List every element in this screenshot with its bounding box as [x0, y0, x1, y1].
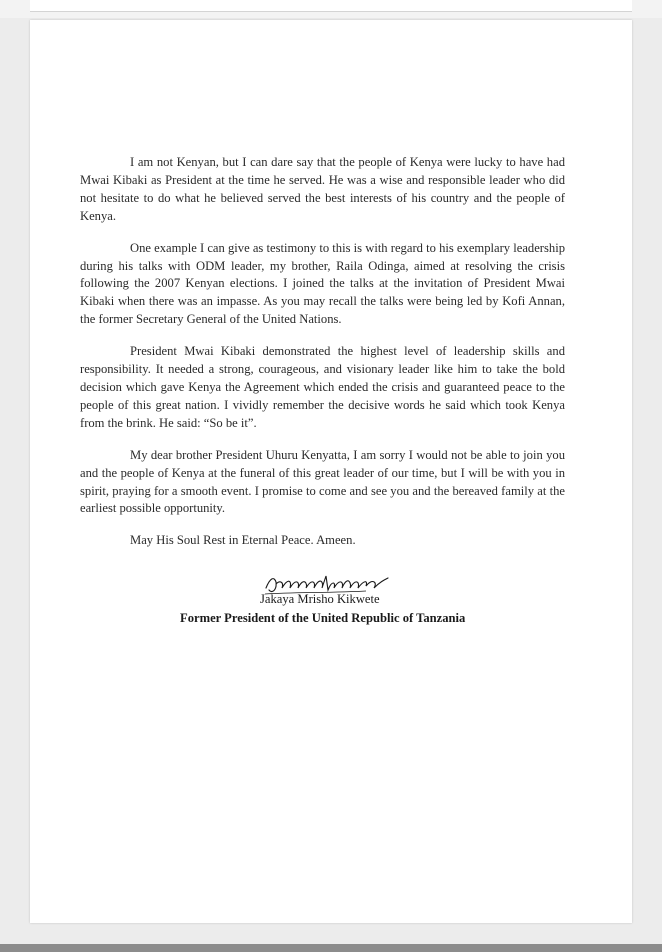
closing-line: May His Soul Rest in Eternal Peace. Ameen. [130, 533, 356, 548]
paragraph-1: I am not Kenyan, but I can dare say that the people of Kenya were lucky to have had Mwai Kibaki as President at the time he served. He was a wise and responsible leader who did not hesitate to do what he believed served the best interests of his country and the people of Kenya. [80, 155, 565, 223]
paragraph-2: One example I can give as testimony to this is with regard to his exemplary leadership during his talks with ODM leader, my brother, Raila Odinga, aimed at resolving the crisis following the 2007 Kenyan elections. I joined the talks at the invitation of President Mwai Kibaki when there was an impasse. As you may recall the talks were being led by Kofi Annan, the former Secretary General of the United Nations. [80, 240, 565, 327]
signatory-name: Jakaya Mrisho Kikwete [260, 592, 380, 606]
viewer-bottom-bar [0, 944, 662, 952]
previous-page-edge [30, 0, 632, 12]
paragraph-3: President Mwai Kibaki demonstrated the highest level of leadership skills and responsibility. It needed a strong, courageous, and visionary leader like him to take the bold decision which gave Kenya the Agreement which ended the crisis and guaranteed peace to the people of this great nation. I vividly remember the decisive words he said which took Kenya from the brink. He said: “So be it”. [80, 344, 565, 430]
letter-body [80, 154, 565, 564]
previous-page-strip [0, 0, 662, 18]
signatory-title: Former President of the United Republic of Tanzania [180, 611, 466, 625]
paragraph-4: My dear brother President Uhuru Kenyatta, I am sorry I would not be able to join you and the people of Kenya at the funeral of this great leader of our time, but I will be with you in spirit, praying for a smooth event. I promise to come and see you and the bereaved family at the earliest possible opportunity. [80, 447, 565, 516]
